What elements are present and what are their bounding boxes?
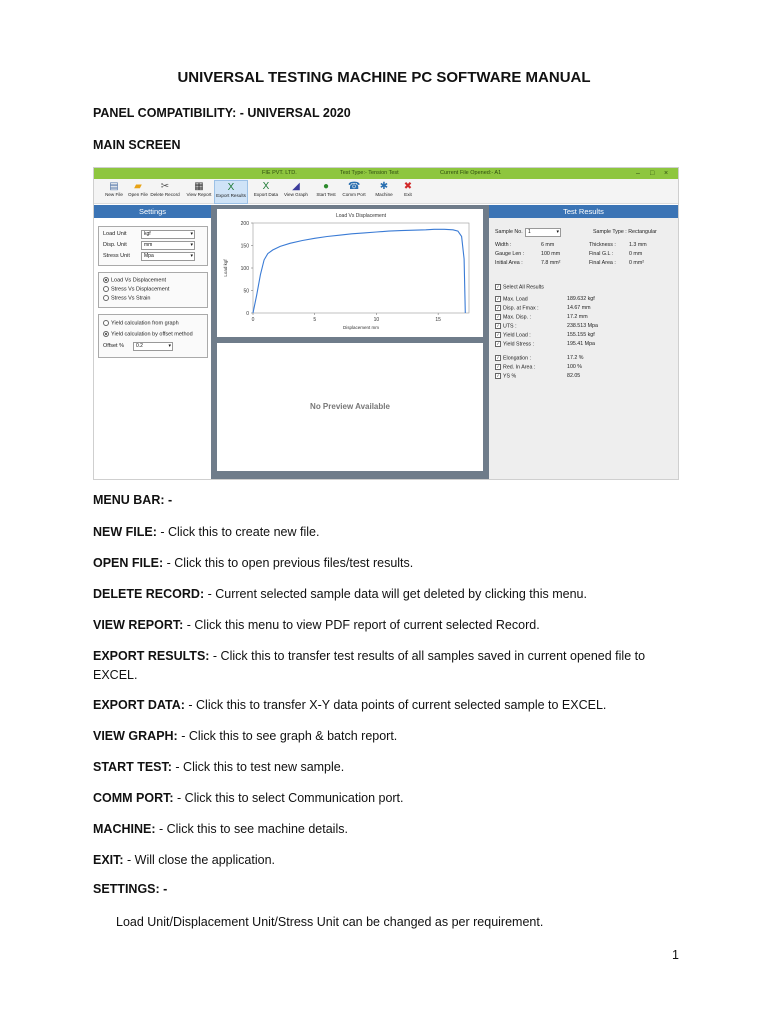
dimension-label: Thickness : — [589, 242, 616, 248]
checkbox-icon: ✓ — [496, 284, 500, 289]
menu-text: - Click this to see machine details. — [155, 822, 348, 836]
result-checkbox[interactable]: ✓ UTS : — [496, 323, 517, 330]
graph-icon: ◢ — [292, 181, 300, 192]
checkbox-icon: ✓ — [496, 296, 500, 301]
checkbox-icon: ✓ — [496, 341, 500, 346]
toolbar-label: Export Data — [253, 192, 279, 197]
menu-text: - Click this menu to view PDF report of current selected Record. — [183, 618, 540, 632]
units-group — [98, 226, 208, 266]
dimension-value: 100 mm — [541, 251, 561, 257]
x-tick-label: 5 — [313, 317, 317, 323]
load-unit-label: Load Unit — [103, 231, 127, 237]
menu-description — [93, 523, 673, 542]
checkbox-icon: ✓ — [496, 332, 500, 337]
x-tick-label: 15 — [435, 317, 441, 323]
dimension-label: Width : — [495, 242, 512, 248]
company-name: FIE PVT. LTD. — [262, 170, 297, 176]
result-checkbox[interactable]: ✓ Elongation : — [496, 355, 531, 362]
checkbox-icon: ✓ — [496, 314, 500, 319]
menu-text: - Click this to open previous files/test results. — [163, 556, 414, 570]
menu-term: EXPORT DATA: — [93, 698, 185, 712]
menu-term: DELETE RECORD: — [93, 587, 205, 601]
comm-port-button[interactable] — [338, 180, 370, 202]
offset-input[interactable]: 0.2 ▾ — [133, 342, 173, 351]
menu-description — [93, 727, 673, 746]
toolbar-label: Exit — [404, 192, 412, 197]
menu-term: COMM PORT: — [93, 791, 174, 805]
graph-panel — [211, 205, 489, 479]
no-preview: No Preview Available — [217, 343, 483, 471]
sample-type: Sample Type : Rectangular — [593, 229, 657, 235]
checkbox-icon: ✓ — [496, 323, 500, 328]
toolbar-label: View Report — [186, 192, 212, 197]
test-type: Test Type:- Tension Test — [340, 170, 399, 176]
y-tick-label: 50 — [243, 288, 249, 295]
result-value: 189.632 kgf — [567, 296, 595, 302]
export-results-button[interactable] — [214, 180, 248, 204]
radio-stress-vs-displacement[interactable]: Stress Vs Displacement — [103, 286, 169, 292]
graph-type-group — [98, 272, 208, 308]
view-graph-button[interactable] — [280, 180, 312, 202]
current-file: Current File Opened:- A1 — [440, 170, 502, 176]
settings-heading: SETTINGS: - — [93, 882, 168, 896]
radio-selected-icon — [103, 277, 109, 283]
chart-title: Load Vs Displacement — [335, 213, 387, 219]
menu-description — [93, 820, 673, 839]
document-title: UNIVERSAL TESTING MACHINE PC SOFTWARE MANUAL — [177, 69, 591, 86]
menu-term: OPEN FILE: — [93, 556, 164, 570]
result-checkbox[interactable]: ✓ Yield Stress : — [496, 341, 535, 348]
menu-text: - Will close the application. — [123, 853, 276, 867]
menu-description — [93, 616, 673, 635]
folder-icon: ▰ — [134, 181, 142, 192]
x-tick-label: 0 — [251, 317, 255, 323]
radio-icon — [103, 320, 109, 326]
load-displacement-line — [253, 229, 465, 313]
result-checkbox[interactable]: ✓ Yield Load : — [496, 332, 531, 339]
test-results-header: Test Results — [489, 205, 678, 218]
checkbox-icon: ✓ — [496, 364, 500, 369]
graph-area — [217, 209, 483, 337]
dimension-value: 0 mm² — [629, 260, 645, 266]
y-tick-label: 100 — [240, 265, 249, 272]
app-titlebar — [94, 168, 678, 179]
delete-record-button[interactable] — [149, 180, 181, 202]
plot-frame — [253, 223, 469, 313]
result-value: 155.155 kgf — [567, 332, 595, 338]
checkbox-icon: ✓ — [496, 373, 500, 378]
y-axis-label: Load kgf — [223, 259, 228, 277]
menu-description — [93, 647, 673, 685]
stress-unit-select[interactable]: Mpa ▾ — [141, 252, 195, 261]
x-axis-label: Displacement mm — [342, 325, 380, 330]
menu-text: - Click this to transfer X-Y data points of current selected sample to EXCEL. — [184, 698, 607, 712]
toolbar — [94, 179, 678, 204]
minimize-icon[interactable]: – — [636, 170, 640, 177]
toolbar-label: Start Test — [316, 192, 336, 197]
exit-button[interactable] — [392, 180, 424, 202]
result-value: 195.41 Mpa — [567, 341, 595, 347]
dimension-value: 6 mm — [541, 242, 555, 248]
page-number: 1 — [672, 948, 679, 962]
result-checkbox[interactable]: ✓ Max. Load — [496, 296, 528, 303]
menu-term: MACHINE: — [93, 822, 156, 836]
menu-term: VIEW GRAPH: — [93, 729, 178, 743]
disp-unit-select[interactable]: mm ▾ — [141, 241, 195, 250]
sample-no-select[interactable]: 1 ▾ — [525, 228, 561, 237]
y-tick-label: 150 — [240, 243, 249, 250]
menu-description — [93, 554, 673, 573]
menu-text: - Click this to test new sample. — [171, 760, 345, 774]
checkbox-icon: ✓ — [496, 355, 500, 360]
settings-text: Load Unit/Displacement Unit/Stress Unit can be changed as per requirement. — [116, 915, 544, 929]
result-checkbox[interactable]: ✓ Disp. at Fmax : — [496, 305, 539, 312]
close-icon[interactable]: × — [664, 170, 669, 177]
radio-load-vs-displacement[interactable]: Load Vs Displacement — [103, 277, 166, 283]
view-report-button[interactable] — [183, 180, 215, 202]
y-tick-label: 0 — [246, 310, 249, 317]
excel-data-icon: X — [262, 181, 270, 192]
menu-text: - Click this to create new file. — [156, 525, 320, 539]
load-displacement-chart — [217, 209, 483, 337]
result-checkbox[interactable]: ✓ Max. Disp. : — [496, 314, 531, 321]
menu-description — [93, 851, 673, 870]
machine-icon: ✱ — [379, 181, 389, 192]
menu-description — [93, 758, 673, 777]
dimension-value: 0 mm — [629, 251, 643, 257]
menu-term: EXIT: — [93, 853, 124, 867]
toolbar-label: Machine — [375, 192, 393, 197]
export-data-button[interactable] — [250, 180, 282, 202]
results-panel — [489, 218, 678, 479]
toolbar-label: Export Results — [216, 193, 246, 198]
radio-selected-icon — [103, 331, 109, 337]
excel-icon: X — [227, 182, 235, 193]
report-icon: ▦ — [194, 181, 204, 192]
radio-yield-from-graph[interactable]: Yield calculation from graph — [103, 320, 179, 326]
result-checkbox[interactable]: ✓ YS % — [496, 373, 517, 380]
result-value: 82.05 — [567, 373, 581, 379]
select-all-checkbox[interactable]: ✓ Select All Results — [496, 284, 544, 291]
app-screenshot — [93, 167, 679, 480]
toolbar-label: New File — [105, 192, 123, 197]
radio-yield-offset[interactable]: Yield calculation by offset method — [103, 331, 193, 337]
exit-icon: ✖ — [403, 181, 413, 192]
menu-term: VIEW REPORT: — [93, 618, 184, 632]
checkbox-icon: ✓ — [496, 305, 500, 310]
toolbar-label: Open File — [128, 192, 148, 197]
sample-no-label: Sample No. — [495, 229, 523, 235]
dimension-label: Initial Area : — [495, 260, 523, 266]
menu-term: START TEST: — [93, 760, 172, 774]
toolbar-label: View Graph — [284, 192, 308, 197]
dimension-value: 7.8 mm² — [541, 260, 561, 266]
radio-stress-vs-strain[interactable]: Stress Vs Strain — [103, 295, 150, 301]
result-value: 100 % — [567, 364, 583, 370]
menu-description — [93, 696, 673, 715]
settings-panel — [94, 218, 211, 479]
menu-description — [93, 585, 673, 604]
x-tick-label: 10 — [373, 317, 380, 323]
menu-text: - Click this to select Communication port. — [173, 791, 404, 805]
stress-unit-label: Stress Unit — [103, 253, 130, 259]
panel-compatibility: PANEL COMPATIBILITY: - UNIVERSAL 2020 — [93, 106, 351, 120]
result-value: 14.67 mm — [567, 305, 591, 311]
menu-text: - Click this to see graph & batch report. — [177, 729, 398, 743]
dimension-value: 1.3 mm — [629, 242, 647, 248]
dimension-label: Gauge Len : — [495, 251, 525, 257]
toolbar-label: Delete Record — [150, 192, 180, 197]
radio-icon — [103, 295, 109, 301]
menu-term: NEW FILE: — [93, 525, 157, 539]
menu-bar-heading: MENU BAR: - — [93, 493, 173, 507]
load-unit-select[interactable]: kgf ▾ — [141, 230, 195, 239]
radio-icon — [103, 286, 109, 292]
menu-description — [93, 789, 673, 808]
result-value: 17.2 % — [567, 355, 584, 361]
menu-text: - Current selected sample data will get deleted by clicking this menu. — [204, 587, 587, 601]
comm-port-icon: ☎ — [348, 181, 361, 192]
result-value: 238.513 Mpa — [567, 323, 598, 329]
settings-header: Settings — [94, 205, 211, 218]
disp-unit-label: Disp. Unit — [103, 242, 127, 248]
offset-label: Offset % — [103, 343, 124, 349]
dimension-label: Final G.L : — [589, 251, 614, 257]
scissors-icon: ✂ — [160, 181, 170, 192]
yield-group — [98, 314, 208, 358]
menu-term: EXPORT RESULTS: — [93, 649, 210, 663]
result-checkbox[interactable]: ✓ Red. In Area : — [496, 364, 536, 371]
new-file-icon: ▤ — [109, 181, 119, 192]
menu-text: - Click this to transfer test results of all samples saved in current opened file to EXCEL. — [93, 649, 646, 682]
start-icon: ● — [322, 181, 330, 192]
maximize-icon[interactable]: □ — [650, 170, 655, 177]
dimension-label: Final Area : — [589, 260, 616, 266]
toolbar-label: Comm Port — [342, 192, 366, 197]
y-tick-label: 200 — [240, 220, 249, 227]
result-value: 17.2 mm — [567, 314, 588, 320]
main-screen-heading: MAIN SCREEN — [93, 138, 181, 152]
